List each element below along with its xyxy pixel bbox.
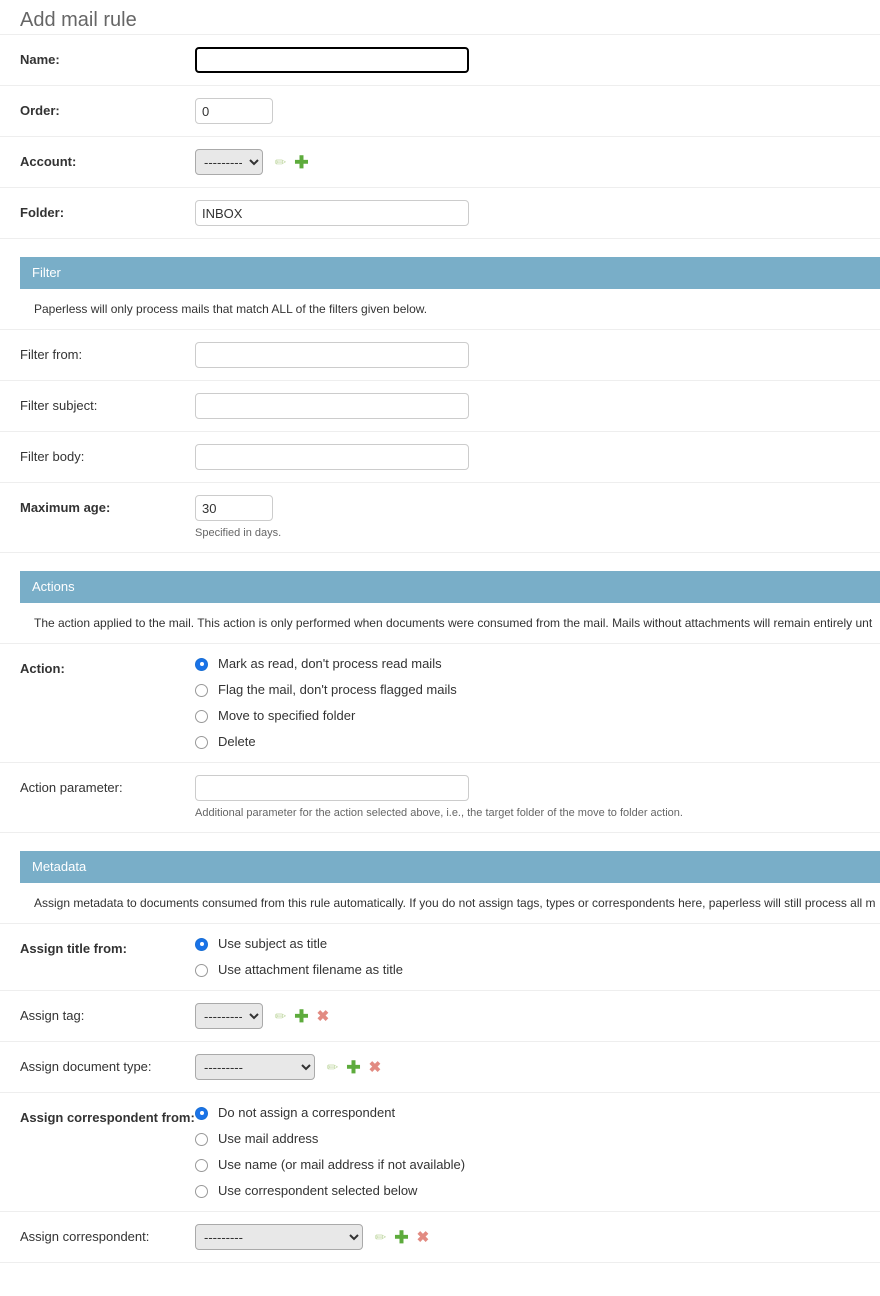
radio-icon[interactable] (195, 1185, 208, 1198)
radio-icon[interactable] (195, 1159, 208, 1172)
name-input[interactable] (195, 47, 469, 73)
assign-tag-select[interactable] (195, 1003, 263, 1029)
folder-field-wrap (195, 200, 880, 226)
pencil-icon[interactable]: ✏ (274, 1008, 287, 1024)
action-radio-option[interactable] (195, 656, 880, 672)
maximum-age-label: Maximum age: (20, 500, 111, 515)
assign-correspondent-from-option-label: Use mail address (218, 1131, 319, 1146)
field-row-name (0, 34, 880, 86)
field-row-account (0, 137, 880, 188)
filter-from-input[interactable] (195, 342, 469, 368)
assign-correspondent-select[interactable] (195, 1224, 363, 1250)
assign-correspondent-from-option-label: Use correspondent selected below (218, 1183, 418, 1198)
filter-body-label: Filter body: (20, 449, 85, 464)
name-field-wrap (195, 47, 880, 73)
assign-correspondent-from-option-label: Use name (or mail address if not available) (218, 1157, 466, 1172)
assign-correspondent-field-wrap (195, 1224, 880, 1250)
action-parameter-input[interactable] (195, 775, 469, 801)
account-tools (275, 154, 309, 171)
metadata-section-header: Metadata (20, 851, 880, 883)
actions-description: The action applied to the mail. This action is only performed when documents were consumed from the mail. Mails without attachments will remain entirely unt (0, 603, 880, 644)
assign-correspondent-from-field-wrap (195, 1105, 880, 1199)
assign-correspondent-label: Assign correspondent: (20, 1229, 150, 1244)
field-row-order (0, 86, 880, 137)
maximum-age-field-wrap (195, 495, 880, 540)
plus-icon[interactable]: ✚ (394, 1227, 409, 1247)
field-row-action (0, 644, 880, 763)
main-fieldset (0, 34, 880, 239)
assign-correspondent-from-label: Assign correspondent from: (20, 1110, 195, 1125)
field-row-assign-correspondent-from (0, 1093, 880, 1212)
order-field-wrap (195, 98, 880, 124)
radio-icon[interactable] (195, 736, 208, 749)
cross-icon[interactable]: ✖ (416, 1228, 430, 1246)
action-option-label: Mark as read, don't process read mails (218, 656, 442, 671)
assign-tag-label: Assign tag: (20, 1008, 85, 1023)
field-row-filter-from (0, 330, 880, 381)
page-title: Add mail rule (20, 9, 137, 31)
field-row-folder (0, 188, 880, 239)
field-row-assign-document-type (0, 1042, 880, 1093)
account-label: Account: (20, 154, 77, 169)
action-option-label: Move to specified folder (218, 708, 356, 723)
assign-correspondent-from-option[interactable] (195, 1131, 880, 1147)
filter-module (0, 257, 880, 553)
action-parameter-field-wrap (195, 775, 880, 820)
radio-icon[interactable] (195, 1107, 208, 1120)
plus-icon[interactable]: ✚ (294, 152, 309, 172)
radio-icon[interactable] (195, 684, 208, 697)
field-row-filter-subject (0, 381, 880, 432)
action-option-label: Flag the mail, don't process flagged mails (218, 682, 457, 697)
assign-title-from-option[interactable] (195, 962, 880, 978)
assign-document-type-select[interactable] (195, 1054, 315, 1080)
assign-title-from-label: Assign title from: (20, 941, 127, 956)
field-row-filter-body (0, 432, 880, 483)
filter-section-header: Filter (20, 257, 880, 289)
assign-document-type-label: Assign document type: (20, 1059, 152, 1074)
action-radio-option[interactable] (195, 708, 880, 724)
radio-icon[interactable] (195, 1133, 208, 1146)
action-field-wrap (195, 656, 880, 750)
assign-correspondent-from-option[interactable] (195, 1183, 880, 1199)
assign-tag-tools (275, 1008, 330, 1025)
filter-subject-input[interactable] (195, 393, 469, 419)
field-row-action-parameter (0, 763, 880, 833)
assign-document-type-field-wrap (195, 1054, 880, 1080)
filter-description: Paperless will only process mails that match ALL of the filters given below. (0, 289, 880, 330)
name-label: Name: (20, 52, 60, 67)
actions-module (0, 571, 880, 833)
assign-title-from-field-wrap (195, 936, 880, 978)
action-radio-option[interactable] (195, 734, 880, 750)
account-select[interactable] (195, 149, 263, 175)
assign-correspondent-from-option[interactable] (195, 1157, 880, 1173)
plus-icon[interactable]: ✚ (346, 1057, 361, 1077)
filter-body-input[interactable] (195, 444, 469, 470)
filter-from-label: Filter from: (20, 347, 83, 362)
field-row-assign-correspondent (0, 1212, 880, 1263)
pencil-icon[interactable]: ✏ (374, 1229, 387, 1245)
assign-correspondent-tools (375, 1229, 430, 1246)
field-row-maximum-age (0, 483, 880, 553)
actions-section-header: Actions (20, 571, 880, 603)
radio-icon[interactable] (195, 658, 208, 671)
radio-icon[interactable] (195, 710, 208, 723)
assign-document-type-tools (327, 1059, 382, 1076)
assign-tag-field-wrap (195, 1003, 880, 1029)
filter-subject-field-wrap (195, 393, 880, 419)
order-label: Order: (20, 103, 60, 118)
maximum-age-help: Specified in days. (195, 527, 282, 539)
account-field-wrap (195, 149, 880, 175)
action-radio-option[interactable] (195, 682, 880, 698)
order-input[interactable] (195, 98, 273, 124)
filter-subject-label: Filter subject: (20, 398, 98, 413)
metadata-description: Assign metadata to documents consumed from this rule automatically. If you do not assign tags, types or correspondents here, paperless will still process all m (0, 883, 880, 924)
radio-icon[interactable] (195, 964, 208, 977)
cross-icon[interactable]: ✖ (368, 1058, 382, 1076)
action-radio-group (195, 656, 880, 750)
metadata-module (0, 851, 880, 1263)
action-option-label: Delete (218, 734, 256, 749)
assign-title-from-option[interactable] (195, 936, 880, 952)
pencil-icon[interactable]: ✏ (326, 1059, 339, 1075)
assign-title-from-option-label: Use attachment filename as title (218, 962, 403, 977)
pencil-icon[interactable]: ✏ (274, 154, 287, 170)
action-parameter-label: Action parameter: (20, 780, 123, 795)
action-label: Action: (20, 661, 65, 676)
assign-correspondent-from-radio-group (195, 1105, 880, 1199)
folder-label: Folder: (20, 205, 65, 220)
assign-title-from-radio-group (195, 936, 880, 978)
assign-correspondent-from-option-label: Do not assign a correspondent (218, 1105, 396, 1120)
assign-title-from-option-label: Use subject as title (218, 936, 328, 951)
cross-icon[interactable]: ✖ (316, 1007, 330, 1025)
radio-icon[interactable] (195, 938, 208, 951)
assign-correspondent-from-option[interactable] (195, 1105, 880, 1121)
filter-body-field-wrap (195, 444, 880, 470)
field-row-assign-tag (0, 991, 880, 1042)
folder-input[interactable] (195, 200, 469, 226)
maximum-age-input[interactable] (195, 495, 273, 521)
filter-from-field-wrap (195, 342, 880, 368)
field-row-assign-title-from (0, 924, 880, 991)
action-parameter-help: Additional parameter for the action selected above, i.e., the target folder of the move to folder action. (195, 807, 683, 819)
plus-icon[interactable]: ✚ (294, 1006, 309, 1026)
